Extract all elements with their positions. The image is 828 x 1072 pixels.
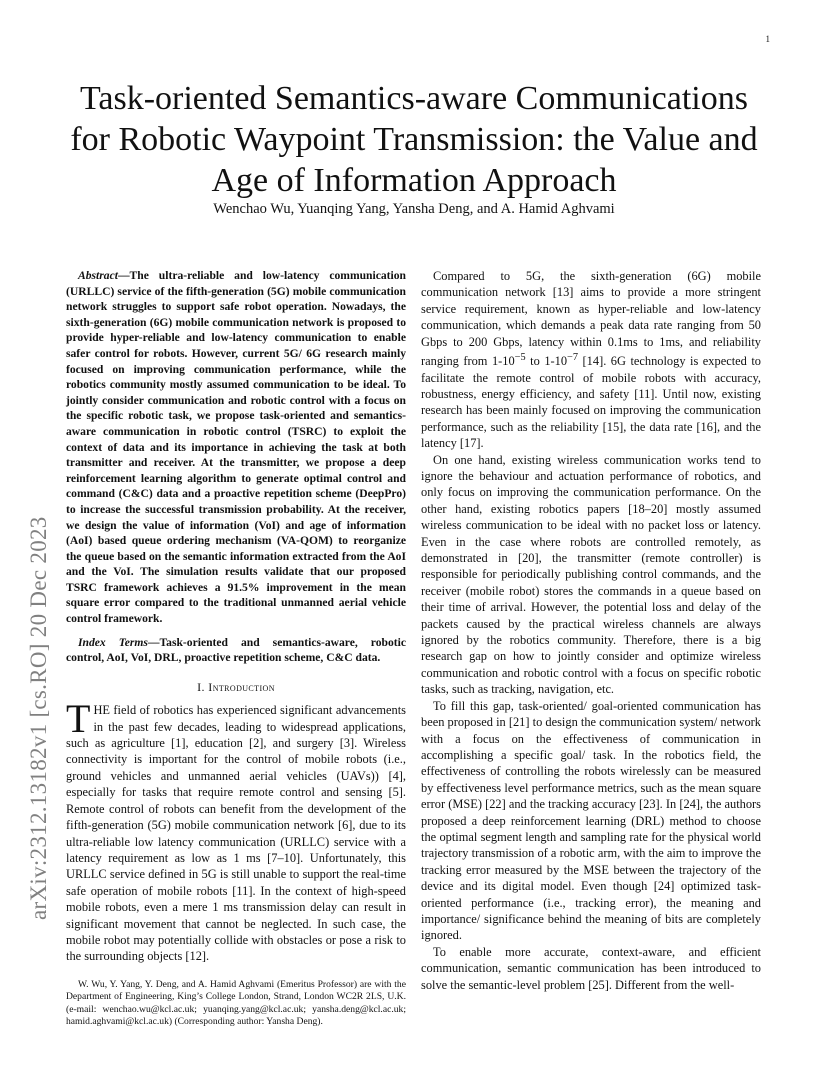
intro-paragraph xyxy=(66,696,406,965)
intro-paragraph-text: field of robotics has experienced significant advancements in the past few decades, leading to widespread applications, such as agriculture [1], education [2], and surgery [3]. Wireless connectivity is important for the control of mobile robots (i.e., ground vehicles and unmanned aerial vehicles (UAVs)) [4], especially for tasks that require remote control and sensing [5]. Remote control of robots can benefit from the development of the fifth-generation (5G) mobile communication network [6], due to its ultra-reliable low latency communication (URLLC) service with a latency requirement as low as 1 ms [7–10]. Unfortunately, this URLLC service defined in 5G is still unable to support the real-time safe operation of mobile robots [11]. In the context of high-speed mobile robots, even a mere 1 ms transmission delay can result in significant movement that cannot be neglected. In such case, the mobile robot may potentially collide with obstacles or pose a risk to the surrounding objects [12]. xyxy=(66,703,406,964)
page-number: 1 xyxy=(765,34,770,44)
paragraph-task-oriented: To fill this gap, task-oriented/ goal-oriented communication has been proposed in [21] to design the communication system/ network with a focus on the effectiveness of communication in accomplishing a specific goal/ task. In the robotics field, the effectiveness of controlling the robots wirelessly can be measured by effectiveness level performance metrics, such as the mean square error (MSE) [22] and the tracking accuracy [23]. In [24], the authors proposed a deep reinforcement learning (DRL) method to choose the optimal segment length and sampling rate for the physical world trajectory transmission of a robotic arm, with the aim to improve the tracking error measured by the MSE between the trajectory of the device and its digital model. Even though [24] optimized task-oriented performance (i.e., tracking error), the meaning and importance/ significance behind the meaning of bits are completely ignored. xyxy=(421,698,761,943)
paragraph-6g-part-c: [14]. 6G technology is expected to facilitate the remote control of mobile robots with accuracy, robustness, energy efficiency, and safety [11]. Until now, existing research has been mainly focused on improving the communication performance, such as the reliability [15], the data rate [16], and the latency [17]. xyxy=(421,354,761,451)
paragraph-6g xyxy=(421,268,761,452)
author-list: Wenchao Wu, Yuanqing Yang, Yansha Deng, and A. Hamid Aghvami xyxy=(213,201,615,217)
abstract xyxy=(66,268,406,627)
exponent-1: −5 xyxy=(514,352,526,364)
index-terms-text: —Task-oriented and semantics-aware, robotic control, AoI, VoI, DRL, proactive repetition scheme, C&C data. xyxy=(66,635,406,665)
section-heading-introduction xyxy=(66,679,406,695)
index-terms xyxy=(66,635,406,666)
exponent-2: −7 xyxy=(567,352,579,364)
index-terms-label: Index Terms xyxy=(78,635,148,649)
left-column xyxy=(66,268,406,1038)
author-affiliation-footnote: W. Wu, Y. Yang, Y. Deng, and A. Hamid Aghvami (Emeritus Professor) are with the Department of Engineering, King’s College London, Strand, London WC2R 2LS, U.K. (e-mail: wenchao.wu@kcl.ac.uk; yuanqing.yang@kcl.ac.uk; yansha.deng@kcl.ac.uk; hamid.aghvami@kcl.ac.uk) (Corresponding author: Yansha Deng). xyxy=(66,978,406,1027)
paragraph-6g-part-a: Compared to 5G, the sixth-generation (6G) mobile communication network [13] aims to provide a more stringent service requirement, known as hyper-reliable and low-latency communication, which demands a peak data rate ranging from 50 Gbps to 200 Gbps, latency within 0.1ms to 1ms, and reliability ranging from 1-10 xyxy=(421,269,761,369)
paragraph-semantic: To enable more accurate, context-aware, and efficient communication, semantic communication has been introduced to solve the semantic-level problem [25]. Different from the well- xyxy=(421,944,761,992)
drop-cap: T xyxy=(66,696,91,742)
paragraph-6g-part-b: to 1-10 xyxy=(525,354,568,369)
abstract-text: —The ultra-reliable and low-latency communication (URLLC) service of the fifth-generation (5G) mobile communication network struggles to support safe robot operation. Nowadays, the sixth-generation (6G) mobile communication network is proposed to provide hyper-reliable and low-latency communication to enable safer control for robots. However, current 5G/ 6G research mainly focused on improving communication performance, while the robotics community mostly assumed communication to be ideal. To jointly consider communication and robotic control with a focus on the specific robotic task, we propose task-oriented and semantics-aware communication in robotic control (TSRC) to exploit the context of data and its importance in achieving the task at both transmitter and receiver. At the transmitter, we propose a deep reinforcement learning algorithm to generate optimal control and command (C&C) data and a proactive repetition scheme (DeepPro) to increase the successful transmission probability. At the receiver, we design the value of information (VoI) and age of information (AoI) based queue ordering mechanism (VA-QOM) to reorganize the queue based on the semantic information extracted from the AoI and the VoI. The simulation results validate that our proposed TSRC framework achieves a 91.5% improvement in the mean square error compared to the traditional unmanned aerial vehicle control framework. xyxy=(66,269,406,626)
arxiv-identifier: arXiv:2312.13182v1 [cs.RO] 20 Dec 2023 xyxy=(26,516,51,920)
section-title-first: I xyxy=(208,679,213,694)
paragraph-research-gap: On one hand, existing wireless communication works tend to ignore the behaviour and actuation performance of robotics, and only focus on improving the communication performance. On the other hand, existing robotics papers [18–20] mostly assumed wireless communication to be ideal with no packet loss or latency. Even in the case where robots are controlled remotely, as demonstrated in [20], the transmitter (remote controller) is responsible for periodically publishing control commands, and the receiver (mobile robot) stores the commands in a queue based on their time of arrival. However, the potential loss and delay of the packets caused by the practical wireless channels are always ignored by the robotics community. Therefore, there is a big research gap on how to jointly consider and optimize wireless communication and robotic control with a focus on specific robotic tasks, such as tracking, navigation, etc. xyxy=(421,452,761,697)
paper-title: Task-oriented Semantics-aware Communications for Robotic Waypoint Transmission: the Value and Age of Information Approach xyxy=(70,80,758,199)
right-column xyxy=(421,268,761,993)
section-title-rest: ntroduction xyxy=(212,679,275,694)
abstract-label: Abstract xyxy=(78,269,118,282)
first-word-rest: HE xyxy=(93,703,110,718)
section-numeral: I. xyxy=(197,679,205,694)
